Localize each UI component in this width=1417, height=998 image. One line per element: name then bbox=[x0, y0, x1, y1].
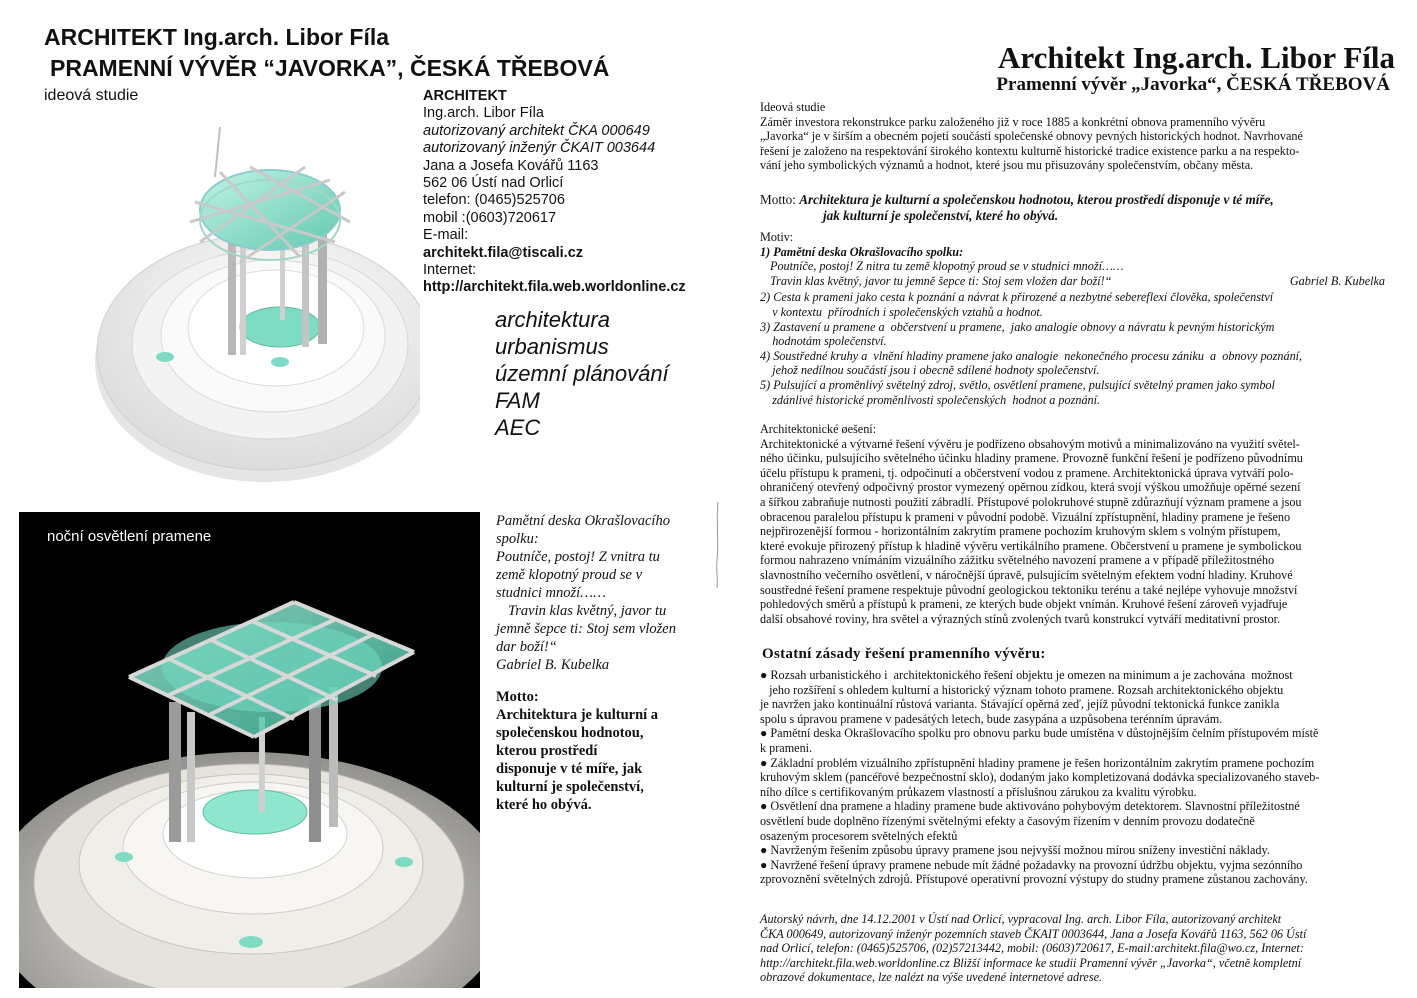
motiv-section bbox=[760, 230, 1385, 407]
motto-line: Architektura je kulturní a bbox=[496, 707, 659, 723]
arch-label: Architektonické øešení: bbox=[760, 422, 877, 436]
night-lighting-caption: noční osvětlení pramene bbox=[47, 528, 212, 545]
contact-website[interactable]: http://architekt.fila.web.worldonline.cz bbox=[423, 279, 686, 296]
disciplines-list bbox=[495, 306, 669, 441]
poem-line: studnici množí…… bbox=[496, 585, 606, 601]
contact-line: autorizovaný architekt ČKA 000649 bbox=[423, 122, 650, 139]
motto-label: Motto: bbox=[760, 192, 796, 207]
discipline-item: architektura bbox=[495, 307, 610, 332]
contact-email[interactable]: architekt.fila@tiscali.cz bbox=[423, 244, 584, 261]
contact-mobile: mobil :(0603)720617 bbox=[423, 209, 557, 226]
intro-line: řešení je založeno na respektování širokého kontextu kulturně historické tradice existence parku a na respekto- bbox=[760, 143, 1300, 158]
motiv-item: 3) Zastavení u pramene a občerstvení u pramene, jako analogie obnovy a návratu k pevným historickým bbox=[760, 319, 1275, 334]
contact-line: ARCHITEKT bbox=[423, 88, 507, 104]
motiv-poem-line: Travin klas květný, javor tu jemně šepce ti: Stoj sem vložen dar boží!“ bbox=[770, 273, 1112, 288]
motiv-item: hodnotám společenství. bbox=[760, 334, 887, 349]
memorial-plaque-poem bbox=[496, 512, 696, 674]
intro-line: Záměr investora rekonstrukce parku založeného již v roce 1885 a konkrétní obnova pramenního vývěru bbox=[760, 114, 1266, 129]
motto-label: Motto: bbox=[496, 689, 539, 705]
motiv-item: zdánlivé historické proměnlivosti společenských hodnot a poznání. bbox=[760, 392, 1101, 407]
intro-section bbox=[760, 100, 1303, 173]
arch-line: další obsahové roviny, hra světel a výrazných stínů zvolených tvarů konstrukcí vytváří meditativní prostor. bbox=[760, 611, 1281, 626]
closing-line: ČKA 000649, autorizovaný inženýr pozemních staveb ČKAIT 0003644, Jana a Josefa Kovářů 1163, 562 06 Ústí bbox=[760, 926, 1307, 941]
poem-line: země klopotný proud se v bbox=[496, 567, 643, 583]
motiv-item: 4) Soustředné kruhy a vlnění hladiny pramene jako analogie nekonečného procesu zániku a obnovy poznání, bbox=[760, 348, 1303, 363]
principle-line: osvětlení bude doplněno řízenými světelnými efekty a časovým řízením v denním provozu dodatečně bbox=[760, 813, 1255, 828]
arch-line: formou nahrazeno vnímáním vizuálního zážitku světelného navození pramene a v případě příležitostného bbox=[760, 553, 1275, 568]
poem-line: Pamětní deska Okrašlovacího bbox=[496, 513, 670, 529]
principle-line: ● Osvětlení dna pramene a hladiny pramene bude aktivováno pohybovým detektorem. Slavnostní příležitostné bbox=[760, 799, 1300, 814]
discipline-item: územní plánování bbox=[495, 361, 669, 386]
poem-line: Poutníče, postoj! Z vnitra tu bbox=[496, 549, 660, 565]
principle-line: ● Navrženým řešením způsobu úpravy pramene jsou nejvyšší možnou mírou sníženy investiční náklady. bbox=[760, 843, 1270, 858]
contact-line: E-mail: bbox=[423, 227, 469, 244]
right-page bbox=[708, 0, 1417, 998]
closing-line: http://architekt.fila.web.worldonline.cz Bližší informace ke studii Pramenní vývěr „Javorka“, včetně kompletní bbox=[760, 955, 1302, 970]
intro-line: „Javorka“ je v širším a obecném pojetí součástí společenské obnovy pevných historických hodnot. Navrhované bbox=[760, 129, 1303, 144]
motto-line: Architektura je kulturní a společenskou hodnotou, kterou prostředí disponuje v té míře, bbox=[799, 192, 1274, 207]
motto-line: které ho obývá. bbox=[496, 797, 592, 813]
poem-line: spolku: bbox=[496, 531, 539, 547]
contact-phone: telefon: (0465)525706 bbox=[423, 192, 565, 209]
contact-line: Ing.arch. Libor Fíla bbox=[423, 105, 544, 122]
motiv-poem-line: Poutníče, postoj! Z nitra tu země klopotný proud se v studnici množí…… bbox=[770, 259, 1124, 274]
principle-line: ● Rozsah urbanistického i architektonického řešení objektu je omezen na minimum a je zachována možnost bbox=[760, 668, 1293, 682]
principle-line: ● Navržené řešení úpravy pramene nebude mít žádné požadavky na provozní údržbu objektu, vyjma sezónního bbox=[760, 857, 1303, 872]
motto-line: kterou prostředí bbox=[496, 743, 598, 759]
right-title-project: Pramenní vývěr „Javorka“, ČESKÁ TŘEBOVÁ bbox=[996, 74, 1390, 95]
left-subtitle: ideová studie bbox=[44, 87, 139, 104]
poem-line: jemně šepce ti: Stoj sem vložen bbox=[496, 621, 676, 637]
arch-line: a šířkou zabraňuje nutnosti použití zábradlí. Přístupové polokruhové stupně zdůrazňují význam pramene a jsou bbox=[760, 494, 1302, 509]
contact-block bbox=[423, 88, 686, 297]
motiv-label: Motiv: bbox=[760, 230, 794, 244]
motto-line: kulturní je společenství, bbox=[496, 779, 644, 795]
motiv-poem-row bbox=[760, 274, 1385, 289]
discipline-item: FAM bbox=[495, 388, 540, 413]
contact-line: autorizovaný inženýr ČKAIT 003644 bbox=[423, 140, 656, 157]
motto-block-left bbox=[496, 688, 696, 814]
contact-line: 562 06 Ústí nad Orlicí bbox=[423, 175, 564, 192]
study-label: Ideová studie bbox=[760, 100, 826, 114]
motto-line: disponuje v té míře, jak bbox=[496, 761, 643, 777]
contact-line: Internet: bbox=[423, 262, 477, 279]
closing-line: obrazové dokumentace, lze nalézt na výše uvedené internetové adrese. bbox=[760, 970, 1103, 985]
principle-line: ● Základní problém vizuálního zpřístupnění hladiny pramene je řešen horizontálním zakrytím pramene pochozím bbox=[760, 755, 1315, 770]
other-principles-section bbox=[760, 668, 1319, 887]
left-title-architect: ARCHITEKT Ing.arch. Libor Fíla bbox=[44, 24, 390, 50]
motto-line: společenskou hodnotou, bbox=[496, 725, 644, 741]
arch-line: nejpřirozenější formou - horizontálním zakrytím pramene pochozím kruhovým sklem s volným přístupem, bbox=[760, 524, 1281, 539]
day-render-illustration bbox=[90, 112, 420, 497]
poem-author: Gabriel B. Kubelka bbox=[496, 657, 610, 673]
left-title-project: PRAMENNÍ VÝVĚR “JAVORKA”, ČESKÁ TŘEBOVÁ bbox=[50, 55, 610, 81]
arch-line: ohraničený otevřený odpočivný prostor vymezený opěrnou zídkou, která svojí výškou umožňuje opěrné sezení bbox=[760, 480, 1301, 495]
arch-line: Architektonické a výtvarné řešení vývěru je podřízeno obsahovým motivů a minimalizováno na využití světel- bbox=[760, 436, 1300, 451]
architectural-solution-section bbox=[760, 422, 1303, 626]
motiv-item: 2) Cesta k prameni jako cesta k poznání a návrat k přirozené a nezbytné sebereflexi člověka, společenství bbox=[760, 290, 1274, 305]
motiv-item-title: 1) Pamětní deska Okrašlovacího spolku: bbox=[760, 244, 964, 259]
principle-line: ního dílce s certifikovaným průkazem vlastností a příslušnou zárukou za kvalitu výrobku. bbox=[760, 784, 1197, 799]
poem-line: dar boží!“ bbox=[496, 639, 557, 655]
motiv-item: 5) Pulsující a proměnlivý světelný zdroj, světlo, osvětlení pramene, pulsující světelný pramen jako symbol bbox=[760, 377, 1275, 392]
other-principles-heading: Ostatní zásady řešení pramenního vývěru: bbox=[762, 646, 1046, 662]
motiv-item: v kontextu přírodních i společenských vztahů a hodnot. bbox=[760, 304, 1043, 319]
contact-line: Jana a Josefa Kovářů 1163 bbox=[423, 157, 599, 174]
arch-line: slavnostního večerního osvětlení, v náročnější úpravě, pulsujícím světelným efektem vodní hladiny. Kruhové bbox=[760, 567, 1293, 582]
left-page bbox=[0, 0, 708, 998]
principle-line: k prameni. bbox=[760, 740, 813, 755]
principle-line: ● Pamětní deska Okrašlovacího spolku pro obnovu parku bude umístěna v důstojnějším čelním přístupovém místě bbox=[760, 726, 1319, 741]
motiv-item: jehož nedílnou součástí jsou i obecně sdílené hodnoty společenství. bbox=[760, 363, 1100, 378]
arch-line: pohledových směrů a přístupů k prameni, ze kterých bude objekt vnímán. Kruhové řešení zároveň vyjadřuje bbox=[760, 597, 1288, 612]
closing-line: Autorský návrh, dne 14.12.2001 v Ústí nad Orlicí, vypracoval Ing. arch. Libor Fíla, autorizovaný architekt bbox=[760, 912, 1282, 926]
right-title-architect: Architekt Ing.arch. Libor Fíla bbox=[998, 40, 1395, 75]
arch-line: soustředné řešení pramene respektuje původní geologickou tektoniku terénu a také nejlépe vyhovuje množství bbox=[760, 582, 1298, 597]
intro-line: vání jeho symbolických významů a hodnot, které jsou mu přisuzovány společenstvím, občany města. bbox=[760, 158, 1254, 173]
night-render-illustration bbox=[19, 512, 480, 988]
principle-line: je navržen jako kontinuální růstová varianta. Stávající opěrná zeď, jejíž původní tektonická funkce zanikla bbox=[760, 697, 1280, 712]
arch-line: které evokuje přirozený přístup k hladině vývěru vertikálního pramene. Občerstvení u pramene je symbolickou bbox=[760, 538, 1302, 553]
arch-line: účelu přístupu k prameni, tj. odpočinutí a občerstvení vodou z pramene. Architektonická úprava vytváří polo- bbox=[760, 465, 1294, 480]
poem-line: Travin klas květný, javor tu bbox=[508, 603, 667, 619]
motiv-poem-author: Gabriel B. Kubelka bbox=[1289, 273, 1385, 288]
closing-line: nad Orlicí, telefon: (0465)525706, (02)57213442, mobil: (0603)720617, E-mail:architekt.fila@wo.cz, Internet: bbox=[760, 941, 1304, 956]
principle-line: spolu s úpravou pramene v padesátých letech, bude zasypána a uzpůsobena terénním úpravám. bbox=[760, 711, 1223, 726]
authorship-note bbox=[760, 912, 1306, 985]
principle-line: jeho rozšíření s ohledem kulturní a historický význam tohoto pramene. Rozsah architektonického objektu bbox=[760, 682, 1284, 697]
arch-line: ného účinku, pulsujícího světelného účinku hladiny pramene. Provozně funkční řešení je podřízeno původnímu bbox=[760, 451, 1303, 466]
principle-line: zprovoznění světelných zdrojů. Přístupové operativní provozní výstupy do studny pramene zůstanou zachovány. bbox=[760, 872, 1308, 887]
motto-line: jak kulturní je společenství, které ho obývá. bbox=[823, 208, 1059, 223]
principle-line: kruhovým sklem (pancéřové bezpečnostní sklo), dodaným jako kompletizovaná dodávka specializovaného staveb- bbox=[760, 770, 1320, 785]
principle-line: osazeným procesorem světelných efektů bbox=[760, 828, 958, 843]
discipline-item: AEC bbox=[495, 415, 541, 440]
motto-section-right bbox=[760, 192, 1274, 224]
discipline-item: urbanismus bbox=[495, 334, 609, 359]
night-render-panel bbox=[19, 512, 480, 988]
arch-line: obracenou paralelou přístupu k prameni v původní podobě. Vizuální zpřístupnění, hladiny pramene je řešeno bbox=[760, 509, 1291, 524]
